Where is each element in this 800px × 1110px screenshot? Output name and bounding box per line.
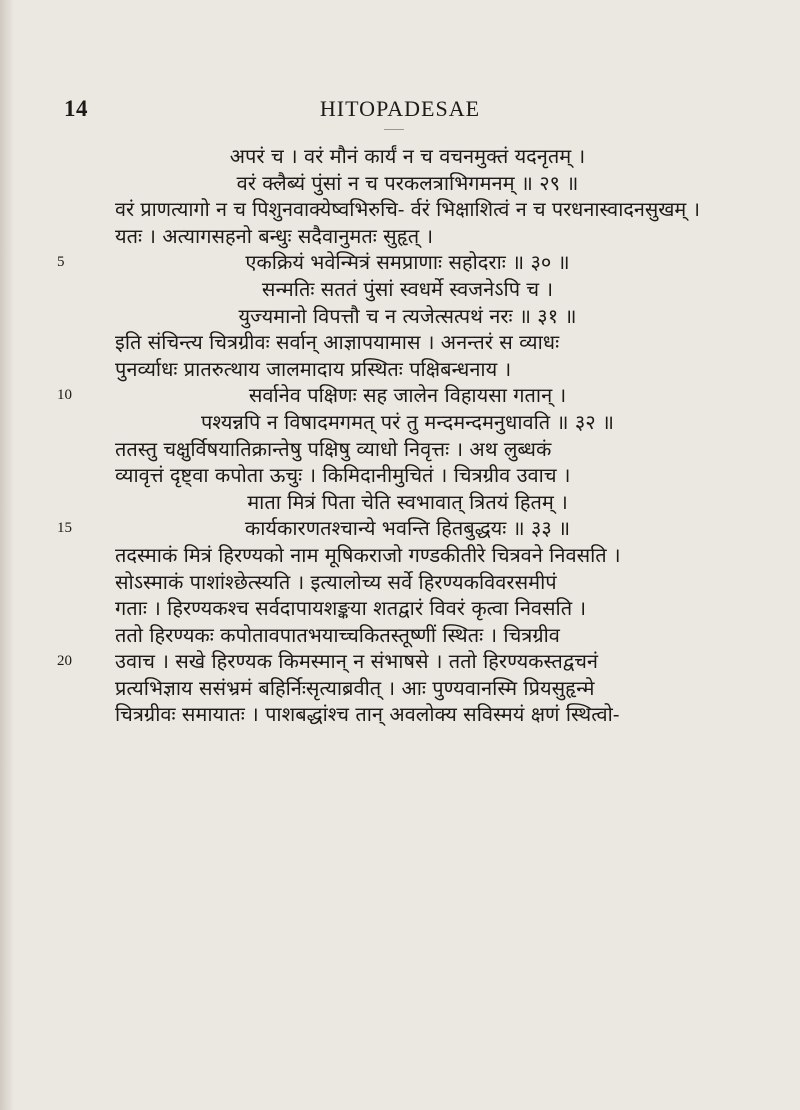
line-text: पुनर्व्याधः प्रातरुत्थाय जालमादाय प्रस्थितः पक्षिबन्धनाय । bbox=[115, 356, 512, 381]
line-text: गताः । हिरण्यकश्च सर्वदापायशङ्कया शतद्वारं विवरं कृत्वा निवसति । bbox=[115, 596, 587, 621]
text-block bbox=[57, 143, 701, 728]
text-line bbox=[115, 436, 700, 463]
page-number: 14 bbox=[64, 96, 88, 121]
text-line bbox=[115, 569, 700, 596]
text-line bbox=[115, 276, 700, 303]
line-number: 15 bbox=[57, 520, 72, 537]
line-text: अपरं च । वरं मौनं कार्यं न च वचनमुक्तं यदनृतम् । bbox=[229, 144, 586, 168]
text-line bbox=[115, 462, 700, 489]
line-text: सर्वानेव पक्षिणः सह जालेन विहायसा गतान् । bbox=[248, 383, 567, 408]
text-line bbox=[115, 196, 700, 223]
text-line bbox=[115, 143, 700, 170]
line-text: तदस्माकं मित्रं हिरण्यको नाम मूषिकराजो गण्डकीतीरे चित्रवने निवसति । bbox=[115, 542, 621, 567]
line-text: सोऽस्माकं पाशांश्छेत्स्यति । इत्यालोच्य सर्वे हिरण्यकविवरसमीपं bbox=[115, 569, 557, 594]
line-text: व्यावृत्तं दृष्ट्वा कपोता ऊचुः । किमिदानीमुचितं । चित्रग्रीव उवाच । bbox=[115, 463, 571, 488]
line-text: प्रत्यभिज्ञाय ससंभ्रमं बहिर्निःसृत्याब्रवीत् । आः पुण्यवानस्मि प्रियसुहृन्मे bbox=[115, 675, 595, 700]
line-text: एकक्रियं भवेन्मित्रं समप्राणाः सहोदराः ॥ ३० ॥ bbox=[245, 250, 570, 275]
line-text: वरं प्राणत्यागो न च पिशुनवाक्येष्वभिरुचि- र्वरं भिक्षाशित्वं न च परधनास्वादनसुखम् । bbox=[115, 197, 701, 222]
text-line bbox=[57, 515, 700, 542]
text-line bbox=[115, 223, 700, 250]
text-line bbox=[115, 595, 700, 622]
running-head: HITOPADESAE bbox=[319, 96, 481, 121]
text-line bbox=[115, 329, 700, 356]
text-line bbox=[115, 675, 700, 702]
line-text: ततो हिरण्यकः कपोतावपातभयाच्चकितस्तूष्णीं स्थितः । चित्रग्रीव bbox=[115, 622, 560, 647]
text-line bbox=[115, 701, 700, 728]
line-text: ततस्तु चक्षुर्विषयातिक्रान्तेषु पक्षिषु व्याधो निवृत्तः । अथ लुब्धकं bbox=[115, 436, 552, 461]
line-text: पश्यन्नपि न विषादमगमत् परं तु मन्दमन्दमनुधावति ॥ ३२ ॥ bbox=[200, 409, 615, 434]
line-text: उवाच । सखे हिरण्यक किमस्मान् न संभाषसे । ततो हिरण्यकस्तद्वचनं bbox=[115, 649, 599, 674]
text-line bbox=[57, 382, 700, 409]
text-line bbox=[57, 249, 700, 276]
line-text: कार्यकारणतश्चान्ये भवन्ति हितबुद्धयः ॥ ३३ ॥ bbox=[244, 516, 571, 541]
text-line bbox=[115, 170, 700, 197]
line-number: 10 bbox=[57, 387, 72, 404]
text-line bbox=[115, 303, 700, 330]
text-line bbox=[115, 489, 700, 516]
line-text: सन्मतिः सततं पुंसां स्वधर्मे स्वजनेऽपि च । bbox=[261, 276, 554, 301]
text-line bbox=[115, 409, 700, 436]
line-text: माता मित्रं पिता चेति स्वभावात् त्रितयं हितम् । bbox=[247, 489, 568, 514]
text-line bbox=[57, 648, 700, 675]
line-number: 20 bbox=[57, 653, 72, 670]
line-text: वरं क्लैब्यं पुंसां न च परकलत्राभिगमनम् ॥ २९ ॥ bbox=[236, 170, 579, 195]
text-line bbox=[115, 356, 700, 383]
line-text: चित्रग्रीवः समायातः । पाशबद्धांश्च तान् अवलोक्य सविस्मयं क्षणं स्थित्वो- bbox=[115, 702, 620, 727]
binding-shadow bbox=[0, 0, 14, 1110]
head-rule bbox=[384, 125, 404, 130]
line-text: इति संचिन्त्य चित्रग्रीवः सर्वान् आज्ञापयामास । अनन्तरं स व्याधः bbox=[115, 330, 560, 355]
text-line bbox=[115, 542, 700, 569]
line-text: यतः । अत्यागसहनो बन्धुः सदैवानुमतः सुहृत् । bbox=[115, 223, 434, 248]
line-text: युज्यमानो विपत्तौ च न त्यजेत्सत्पथं नरः ॥ ३१ ॥ bbox=[238, 303, 577, 328]
text-line bbox=[115, 622, 700, 649]
line-number: 5 bbox=[57, 254, 65, 271]
